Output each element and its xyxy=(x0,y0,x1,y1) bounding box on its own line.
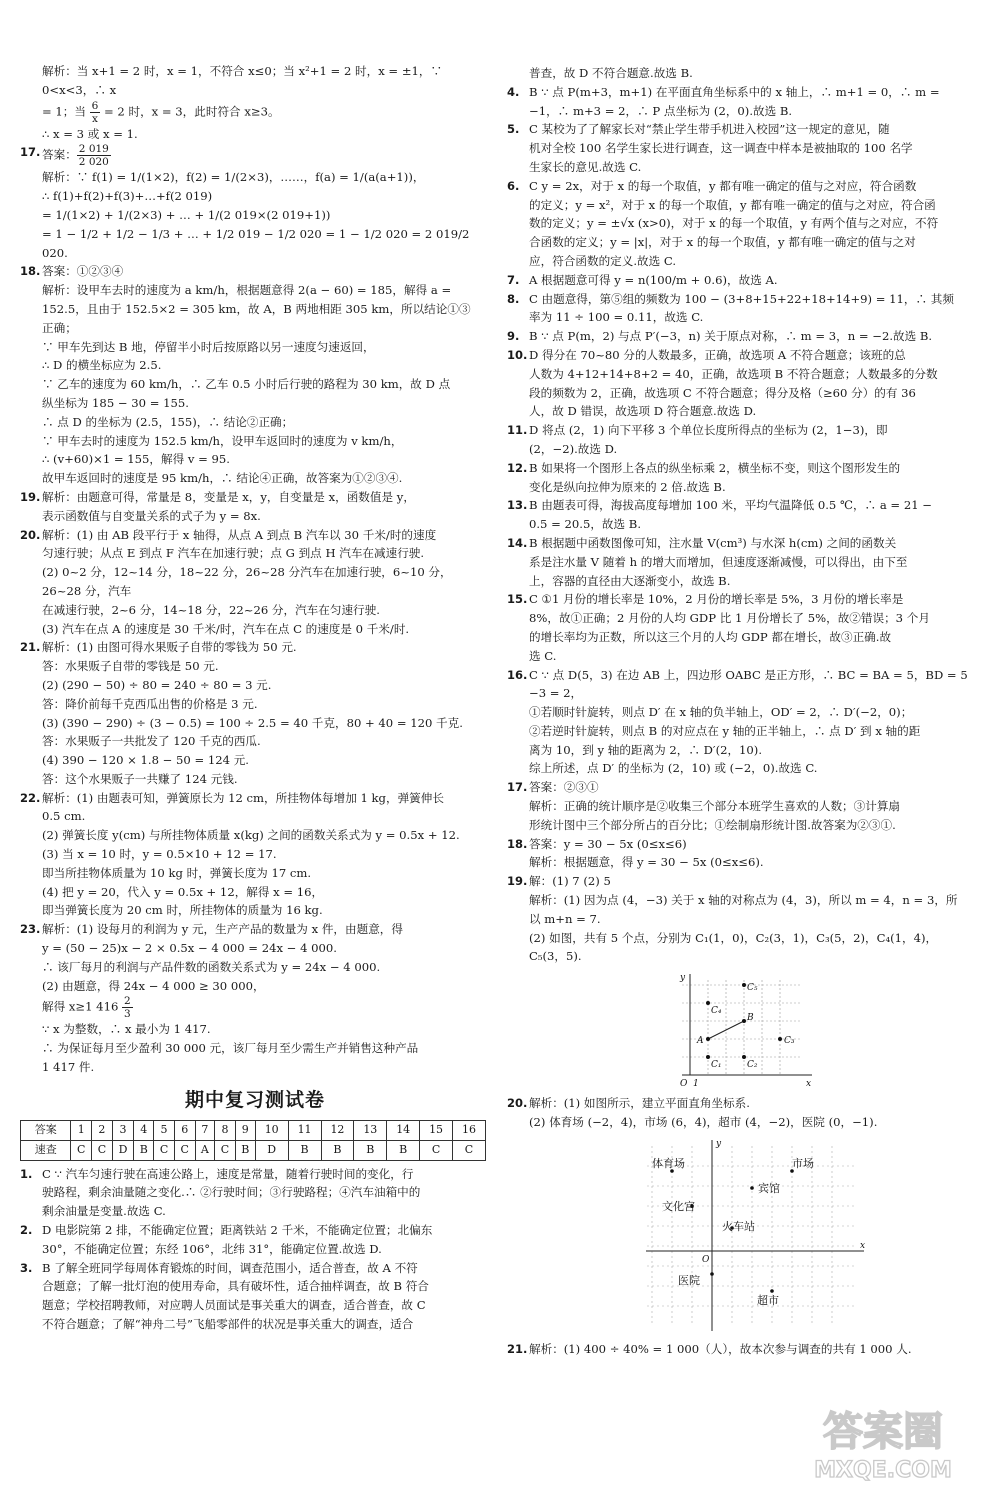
text-line: (3) (390 − 290) ÷ (3 − 0.5) = 100 ÷ 2.5 = 40 千克，80 + 40 = 120 千克. xyxy=(42,715,463,730)
text-line: (2) 弹簧长度 y(cm) 与所挂物体质量 x(kg) 之间的函数关系式为 y = 0.5x + 12. xyxy=(42,828,460,843)
mid-question-12: 12. B 如果将一个图形上各点的纵坐标乘 2，横坐标不变，则这个图形发生的 变化是纵向拉伸为原来的 2 倍.故选 B. xyxy=(507,459,977,497)
text-line: ①若顺时针旋转，则点 D′ 在 x 轴的负半轴上，OD′ = 2，∴ D′(−2，0)； xyxy=(529,705,913,720)
answer-table-row xyxy=(21,1140,486,1160)
table-cell: C xyxy=(92,1140,113,1160)
table-cell: B xyxy=(387,1140,420,1160)
table-cell: C xyxy=(174,1140,195,1160)
text-line: 以 m+n = 7. xyxy=(529,911,601,926)
city-map-diagram xyxy=(642,1136,872,1336)
r21-body xyxy=(529,1340,977,1359)
fig1-label: 1 xyxy=(693,1079,699,1090)
text-line: C₅(3，5). xyxy=(529,949,582,964)
mid-question-6: 6. C y = 2x，对于 x 的每一个取值，y 都有唯一确定的值与之对应，符合函数 的定义；y = x²，对于 x 的每一个取值，y 都有唯一确定的值与之对应，符合函 数的定义；y = ±√x (x>0)，对于 x 的每一个取值，y 有两个值与之对应，不符 合函数的定义；y = |x|，对于 x 的每一个取值，y 都有唯一确定的值与之对 应，符合函数的定义.故选 C. xyxy=(507,177,977,271)
text-line: D 将点 (2，1) 向下平移 3 个单位长度所得点的坐标为 (2，1−3)，即 xyxy=(529,423,888,438)
table-header-cell: 10 xyxy=(255,1120,288,1140)
q21-body xyxy=(42,638,490,788)
text-line: 解：(1) 7 (2) 5 xyxy=(529,874,611,889)
table-cell: C xyxy=(215,1140,236,1160)
text-line: 即当所挂物体质量为 10 kg 时，弹簧长度为 17 cm. xyxy=(42,865,312,880)
text-line: C ①1 月份的增长率是 10%，2 月份的增长率是 5%，3 月份的增长率是 xyxy=(529,592,904,607)
left-column xyxy=(20,62,490,1334)
text-line: ∴ D 的横坐标应为 2.5. xyxy=(42,358,162,373)
r18-body xyxy=(529,835,977,873)
fig1-label: B xyxy=(747,1013,754,1024)
q17-line: = 1/(1×2) + 1/(2×3) + … + 1/(2 019×(2 019+1)) xyxy=(42,207,331,222)
q16-line-3: ∴ x = 3 或 x = 1. xyxy=(42,126,138,141)
question-19: 19. 解析：由题意可得，常量是 8，变量是 x，y，自变量是 x，函数值是 y， 表示函数值与自变量关系的式子为 y = 8x. xyxy=(20,488,490,526)
text-line: 在减速行驶，2~6 分，14~18 分，22~26 分，汽车在匀速行驶. xyxy=(42,602,380,617)
text-line: ∴ 该厂每月的利润与产品件数的函数关系式为 y = 24x − 4 000. xyxy=(42,959,381,974)
text-line: 机对全校 100 名学生家长进行调查，这一调查中样本是被抽取的 100 名学 xyxy=(529,141,913,156)
question-18: 18. 答案：①②③④ 解析：设甲车去时的速度为 a km/h，根据题意得 2(a − 60) = 185，解得 a = 152.5，且由于 152.5×2 = 305 km，故 A，B 两地相距 305 km，所以结论①③ 正确； ∵ 甲车先到达 B 地，停留半小时后按原路以另一速度匀速返回， ∴ D 的横坐标应为 2.5. ∵ 乙车的速度为 60 km/h，∴ 乙车 0.5 小时后行驶的路程为 30 km，故 D 点 纵坐标为 185 − 30 = 155. ∴ 点 D 的坐标为 (2.5，155)，∴ 结论②正确； ∵ 甲车去时的速度为 152.5 km/h，设甲车返回时的速度为 v km/h， ∴ (v+60)×1 = 155，解得 v = 95. 故甲车返回时的速度是 95 km/h，∴ 结论④正确，故答案为①②③④. xyxy=(20,262,490,488)
table-cell: B xyxy=(354,1140,387,1160)
m3-body xyxy=(42,1259,490,1334)
text-line: 匀速行驶；从点 E 到点 F 汽车在加速行驶；点 G 到点 H 汽车在减速行驶. xyxy=(42,546,425,561)
question-21: 21. 解析：(1) 由图可得水果贩子自带的零钱为 50 元. 答：水果贩子自带的零钱是 50 元. (2) (290 − 50) ÷ 80 = 240 ÷ 80 = 3 元. 答：降价前每千克西瓜出售的价格是 3 元. (3) (390 − 290) ÷ (3 − 0.5) = 100 ÷ 2.5 = 40 千克，80 + 40 = 120 千克. 答：水果贩子一共批发了 120 千克的西瓜. (4) 390 − 120 × 1.8 − 50 = 124 元. 答：这个水果贩子一共赚了 124 元钱. xyxy=(20,638,490,788)
fig1-label: C₄ xyxy=(711,1006,722,1017)
table-cell: B xyxy=(288,1140,321,1160)
r5-body xyxy=(529,120,977,176)
text-line: C 由题意得，第⑤组的频数为 100 − (3+8+15+22+18+14+9) = 11，∴ 其频 xyxy=(529,291,954,306)
answer-table-header xyxy=(21,1120,486,1140)
text-line: 解析：(1) 由题表可知，弹簧原长为 12 cm，所挂物体每增加 1 kg，弹簧伸长 xyxy=(42,790,444,805)
text-line: 答案：①②③④ xyxy=(42,264,124,279)
fig1-label: C₂ xyxy=(747,1060,758,1071)
text-line: 30°，不能确定位置；东经 106°，北纬 31°，能确定位置.故选 D. xyxy=(42,1241,382,1256)
mid-question-21: 21. 解析：(1) 400 ÷ 40% = 1 000（人），故本次参与调查的共有 1 000 人. xyxy=(507,1340,977,1359)
map-y-axis: y xyxy=(716,1138,722,1149)
mid-question-9: 9. B ∵ 点 P(m，2) 与点 P′(−3，n) 关于原点对称，∴ m = 3，n = −2.故选 B. xyxy=(507,327,977,346)
text-line: 答案：y = 30 − 5x (0≤x≤6) xyxy=(529,836,687,851)
r17-body xyxy=(529,778,977,834)
table-header-cell: 14 xyxy=(387,1120,420,1140)
table-cell: B xyxy=(134,1140,154,1160)
text-line: ∵ 乙车的速度为 60 km/h，∴ 乙车 0.5 小时后行驶的路程为 30 km，故 D 点 xyxy=(42,377,451,392)
map-label-supermarket: 超市 xyxy=(757,1293,779,1307)
text-line: 应，符合函数的定义.故选 C. xyxy=(529,253,677,268)
text-line: 人数为 4+12+14+8+2 = 40，正确，故选项 B 不符合题意；人数最多的分数 xyxy=(529,366,938,381)
map-label-stadium: 体育场 xyxy=(652,1156,685,1170)
text-line: 离为 10，到 y 轴的距离为 2，∴ D′(2，10). xyxy=(529,742,763,757)
text-line: 驶路程，剩余油量随之变化.∴ ②行驶时间；③行驶路程；④汽车油箱中的 xyxy=(42,1185,421,1200)
text-line: 解析：(1) 设每月的利润为 y 元，生产产品的数量为 x 件，由题意，得 xyxy=(42,922,403,937)
text-line: B 了解全班同学每周体育锻炼的时间，调查范围小，适合普查，故 A 不符 xyxy=(42,1260,418,1275)
table-header-cell: 2 xyxy=(92,1120,113,1140)
text-line: 合题意；了解一批灯泡的使用寿命，具有破坏性，适合抽样调查，故 B 符合 xyxy=(42,1279,429,1294)
fig1-label: y xyxy=(680,973,686,984)
q16-line-2: = 1；当 $\frac{6}{x}$ = 2 时，x = 3，此时符合 x≥3。 xyxy=(42,99,280,125)
table-header-cell: 5 xyxy=(154,1120,175,1140)
r11-body xyxy=(529,421,977,459)
text-line: 选 C. xyxy=(529,648,557,663)
text-line: 段的频数为 2，正确，故选项 C 不符合题意；得分及格（≥60 分）的有 36 xyxy=(529,385,916,400)
map-origin: O xyxy=(702,1254,710,1265)
text-line: ②若逆时针旋转，则点 B 的对应点在 y 轴的正半轴上，∴ 点 D′ 到 x 轴的距 xyxy=(529,723,921,738)
table-cell: C xyxy=(453,1140,486,1160)
r16-body xyxy=(529,666,977,779)
text-line: 故甲车返回时的速度是 95 km/h，∴ 结论④正确，故答案为①②③④. xyxy=(42,471,403,486)
text-line: ∴ 为保证每月至少盈利 30 000 元，该厂每月至少需生产并销售这种产品 xyxy=(42,1041,419,1056)
mid-question-13: 13. B 由题表可得，海拔高度每增加 100 米，平均气温降低 0.5 ℃，∴ a = 21 − 0.5 = 20.5，故选 B. xyxy=(507,496,977,534)
table-cell: C xyxy=(420,1140,453,1160)
table-header-cell: 3 xyxy=(112,1120,134,1140)
text-line: 正确； xyxy=(42,320,77,335)
mid-question-15: 15. C ①1 月份的增长率是 10%，2 月份的增长率是 5%，3 月份的增长率是 8%，故①正确；2 月份的人均 GDP 比 1 月份增长了 5%，故②错误；3 个月 的增长率均为正数，所以这三个月的人均 GDP 都在增长，故③正确.故 选 C. xyxy=(507,590,977,665)
m2-body xyxy=(42,1221,490,1259)
text-line: 解析：(1) 因为点 (4，−3) 关于 x 轴的对称点为 (4，3)，所以 m = 4，n = 3，所 xyxy=(529,893,958,908)
text-line: (3) 当 x = 10 时，y = 0.5×10 + 12 = 17. xyxy=(42,847,277,862)
text-line: B ∵ 点 P(m，2) 与点 P′(−3，n) 关于原点对称，∴ m = 3，n = −2.故选 B. xyxy=(529,329,933,344)
table-header-cell: 1 xyxy=(71,1120,92,1140)
right-column xyxy=(507,64,977,1359)
mid-question-5: 5. C 某校为了了解家长对“禁止学生带手机进入校园”这一规定的意见，随 机对全校 100 名学生家长进行调查，这一调查中样本是被抽取的 100 名学 生家长的意见.故选 C. xyxy=(507,120,977,176)
text-line: 普查，故 D 不符合题意.故选 B. xyxy=(529,66,693,80)
text-line: 的定义；y = x²，对于 x 的每一个取值，y 都有唯一确定的值与之对应，符合函 xyxy=(529,197,936,212)
text-line: (4) 把 y = 20，代入 y = 0.5x + 12，解得 x = 16， xyxy=(42,884,324,899)
text-line: B 如果将一个图形上各点的纵坐标乘 2，横坐标不变，则这个图形发生的 xyxy=(529,460,901,475)
r6-body xyxy=(529,177,977,271)
text-line: 不符合题意；了解“神舟二号”飞船零部件的状况是事关重大的调查，适合 xyxy=(42,1317,414,1332)
q20-body xyxy=(42,526,490,639)
table-header-cell: 7 xyxy=(195,1120,215,1140)
table-cell: D xyxy=(112,1140,134,1160)
map-label-hospital: 医院 xyxy=(678,1273,700,1287)
text-line: D 得分在 70~80 分的人数最多，正确，故选项 A 不符合题意；该班的总 xyxy=(529,347,906,362)
fig1-label: C₁ xyxy=(711,1060,722,1071)
r10-body xyxy=(529,346,977,421)
text-line: 解析：(1) 如图所示，建立平面直角坐标系. xyxy=(529,1096,750,1111)
map-label-culture-palace: 文化宫 xyxy=(662,1199,695,1213)
text-line: 的增长率均为正数，所以这三个月的人均 GDP 都在增长，故③正确.故 xyxy=(529,629,892,644)
mid-question-8: 8. C 由题意得，第⑤组的频数为 100 − (3+8+15+22+18+14+9) = 11，∴ 其频 率为 11 ÷ 100 = 0.11，故选 C. xyxy=(507,290,977,328)
text-line: 0.5 = 20.5，故选 B. xyxy=(529,517,642,532)
q17-answer: 答案： $\frac{2 019}{2 020}$ xyxy=(42,143,109,169)
r13-body xyxy=(529,496,977,534)
text-line: −1，∴ m+3 = 2，∴ P 点坐标为 (2，0).故选 B. xyxy=(529,103,793,118)
table-cell: C xyxy=(71,1140,92,1160)
fig1-label: C₅ xyxy=(747,983,758,994)
mid-question-14: 14. B 根据题中函数图像可知，注水量 V(cm³) 与水深 h(cm) 之间的函数关 系是注水量 V 随着 h 的增大而增加，但速度逐渐减慢，可以得出，由下至 上，容器的直径由大逐渐变小，故选 B. xyxy=(507,534,977,590)
mid-question-10: 10. D 得分在 70~80 分的人数最多，正确，故选项 A 不符合题意；该班的总 人数为 4+12+14+8+2 = 40，正确，故选项 B 不符合题意；人数最多的分数 段的频数为 2，正确，故选项 C 不符合题意；得分及格（≥60 分）的有 36 人，故 D 错误，故选项 D 符合题意.故选 D. xyxy=(507,346,977,421)
mid-question-3: 3. B 了解全班同学每周体育锻炼的时间，调查范围小，适合普查，故 A 不符 合题意；了解一批灯泡的使用寿命，具有破坏性，适合抽样调查，故 B 符合 题意；学校招聘教师，对应聘人员面试是事关重大的调查，适合普查，故 C 不符合题意；了解“神舟二号”飞船零部件的状况是事关重大的调查，适合 xyxy=(20,1259,490,1334)
text-line: 1 417 件. xyxy=(42,1060,95,1075)
figure-city-map xyxy=(642,1136,977,1336)
text-line: 系是注水量 V 随着 h 的增大而增加，但速度逐渐减慢，可以得出，由下至 xyxy=(529,554,908,569)
text-line: (3) 汽车在点 A 的速度是 30 千米/时，汽车在点 C 的速度是 0 千米/时. xyxy=(42,621,410,636)
table-cell: B xyxy=(235,1140,255,1160)
r19-body xyxy=(529,872,977,966)
text-line: B ∵ 点 P(m+3，m+1) 在平面直角坐标系中的 x 轴上，∴ m+1 = 0，∴ m = xyxy=(529,84,940,99)
mid-question-7: 7. A 根据题意可得 y = n(100/m + 0.6)，故选 A. xyxy=(507,271,977,290)
text-line: 答：降价前每千克西瓜出售的价格是 3 元. xyxy=(42,696,258,711)
fig1-label: C₃ xyxy=(784,1036,795,1047)
text-line: (2) 如图，共有 5 个点，分别为 C₁(1，0)，C₂(3，1)，C₃(5，2)，C₄(1，4)， xyxy=(529,930,938,945)
text-line: 纵坐标为 185 − 30 = 155. xyxy=(42,395,189,410)
question-17: 17. 答案： $\frac{2 019}{2 020}$ 解析：∵ f(1) = 1/(1×2)，f(2) = 1/(2×3)，……，f(a) = 1/(a(a+1))， ∴ f(1)+f(2)+f(3)+…+f(2 019) = 1/(1×2) + 1/(2×3) + … + 1/(2 019×(2 019+1)) = 1 − 1/2 + 1/2 − 1/3 + … + 1/2 019 − 1/2 020 = 1 − 1/2 020 = 2 019/2 020. xyxy=(20,143,490,262)
answer-table xyxy=(20,1120,486,1161)
mid-question-4: 4. B ∵ 点 P(m+3，m+1) 在平面直角坐标系中的 x 轴上，∴ m+1 = 0，∴ m = −1，∴ m+3 = 2，∴ P 点坐标为 (2，0).故选 B. xyxy=(507,83,977,121)
r14-body xyxy=(529,534,977,590)
table-header-cell: 答案 xyxy=(21,1120,71,1140)
text-line: C 某校为了了解家长对“禁止学生带手机进入校园”这一规定的意见，随 xyxy=(529,122,890,137)
map-label-hotel: 宾馆 xyxy=(758,1181,780,1195)
text-line: (2) (290 − 50) ÷ 80 = 240 ÷ 80 = 3 元. xyxy=(42,677,272,692)
mid-question-19: 19. 解：(1) 7 (2) 5 解析：(1) 因为点 (4，−3) 关于 x 轴的对称点为 (4，3)，所以 m = 4，n = 3，所 以 m+n = 7. (2) 如图，共有 5 个点，分别为 C₁(1，0)，C₂(3，1)，C₃(5，2)，C₄(1，4)， C₅(3，5). xyxy=(507,872,977,966)
text-line: 题意；学校招聘教师，对应聘人员面试是事关重大的调查，适合普查，故 C xyxy=(42,1298,426,1313)
text-line: ∵ 甲车先到达 B 地，停留半小时后按原路以另一速度匀速返回， xyxy=(42,339,375,354)
table-cell: C xyxy=(154,1140,175,1160)
mid-question-20: 20. 解析：(1) 如图所示，建立平面直角坐标系. (2) 体育场 (−2，4)，市场 (6，4)，超市 (4，−2)，医院 (0，−1). xyxy=(507,1094,977,1132)
text-line: 答案：②③① xyxy=(529,780,599,795)
text-line: (2) 由题意，得 24x − 4 000 ≥ 30 000， xyxy=(42,978,265,993)
q16-fraction: $\frac{6}{x}$ xyxy=(91,99,99,125)
question-20: 20. 解析：(1) 由 AB 段平行于 x 轴得，从点 A 到点 B 汽车以 30 千米/时的速度 匀速行驶；从点 E 到点 F 汽车在加速行驶；点 G 到点 H 汽车在减速行驶. (2) 0~2 分，12~14 分，18~22 分，26~28 分汽车在加速行驶，6~10 分，26~28 分，汽车 在减速行驶，2~6 分，14~18 分，22~26 分，汽车在匀速行驶. (3) 汽车在点 A 的速度是 30 千米/时，汽车在点 C 的速度是 0 千米/时. xyxy=(20,526,490,639)
text-line: (4) 390 − 120 × 1.8 − 50 = 124 元. xyxy=(42,753,249,768)
text-line: 人，故 D 错误，故选项 D 符合题意.故选 D. xyxy=(529,404,757,419)
grid-points-diagram xyxy=(672,970,822,1090)
table-cell: B xyxy=(321,1140,354,1160)
text-line: (2，−2).故选 D. xyxy=(529,441,618,456)
text-line: 8%，故①正确；2 月份的人均 GDP 比 1 月份增长了 5%，故②错误；3 个月 xyxy=(529,611,930,626)
m1-body xyxy=(42,1165,490,1221)
text-line: 解析：正确的统计顺序是②收集三个部分本班学生喜欢的人数；③计算扇 xyxy=(529,799,901,814)
text-line: 解析：设甲车去时的速度为 a km/h，根据题意得 2(a − 60) = 185，解得 a = xyxy=(42,283,452,298)
q17-line: 解析：∵ f(1) = 1/(1×2)，f(2) = 1/(2×3)，……，f(a) = 1/(a(a+1))， xyxy=(42,170,425,185)
text-line: (2) 体育场 (−2，4)，市场 (6，4)，超市 (4，−2)，医院 (0，−1). xyxy=(529,1115,878,1130)
text-line: y = (50 − 25)x − 2 × 0.5x − 4 000 = 24x − 4 000. xyxy=(42,941,337,956)
figure-grid-points xyxy=(672,970,977,1090)
text-line: C y = 2x，对于 x 的每一个取值，y 都有唯一确定的值与之对应，符合函数 xyxy=(529,178,917,193)
text-line: C ∵ 点 D(5，3) 在边 AB 上，四边形 OABC 是正方形，∴ BC = BA = 5，BD = 5 xyxy=(529,667,968,682)
text-line: 合函数的定义；y = |x|，对于 x 的每一个取值，y 都有唯一确定的值与之对 xyxy=(529,235,916,250)
table-header-cell: 13 xyxy=(354,1120,387,1140)
fig1-label: O xyxy=(680,1079,688,1090)
text-line: 数的定义；y = ±√x (x>0)，对于 x 的每一个取值，y 有两个值与之对应，不符 xyxy=(529,216,939,231)
section-title: 期中复习测试卷 xyxy=(184,1088,325,1111)
text-line: 152.5，且由于 152.5×2 = 305 km，故 A，B 两地相距 305 km，所以结论①③ xyxy=(42,301,471,316)
mid-question-3-cont xyxy=(507,64,977,83)
mid-question-18: 18. 答案：y = 30 − 5x (0≤x≤6) 解析：根据题意，得 y = 30 − 5x (0≤x≤6). xyxy=(507,835,977,873)
watermark-logo xyxy=(788,1397,978,1483)
mid-question-11: 11. D 将点 (2，1) 向下平移 3 个单位长度所得点的坐标为 (2，1−3)，即 (2，−2).故选 D. xyxy=(507,421,977,459)
r9-body xyxy=(529,327,977,346)
text-line: ∵ 甲车去时的速度为 152.5 km/h，设甲车返回时的速度为 v km/h， xyxy=(42,433,403,448)
text-line: (2) 0~2 分，12~14 分，18~22 分，26~28 分汽车在加速行驶，6~10 分，26~28 分，汽车 xyxy=(42,565,452,598)
mid-question-16: 16. C ∵ 点 D(5，3) 在边 AB 上，四边形 OABC 是正方形，∴ BC = BA = 5，BD = 5 −3 = 2， ①若顺时针旋转，则点 D′ 在 x 轴的负半轴上，OD′ = 2，∴ D′(−2，0)； ②若逆时针旋转，则点 B 的对应点在 y 轴的正半轴上，∴ 点 D′ 到 x 轴的距 离为 10，到 y 轴的距离为 2，∴ D′(2，10). 综上所述，点 D′ 的坐标为 (2，10) 或 (−2，0).故选 C. xyxy=(507,666,977,779)
table-header-cell: 4 xyxy=(134,1120,154,1140)
r8-body xyxy=(529,290,977,328)
table-cell: D xyxy=(255,1140,288,1160)
r7-body: A 根据题意可得 y = n(100/m + 0.6)，故选 A. xyxy=(529,272,778,287)
text-line: 即当弹簧长度为 20 cm 时，所挂物体的质量为 16 kg. xyxy=(42,903,323,918)
text-line: 解析：根据题意，得 y = 30 − 5x (0≤x≤6). xyxy=(529,855,764,870)
map-label-market: 市场 xyxy=(792,1156,814,1170)
q18-body xyxy=(42,262,490,488)
table-cell: 速查 xyxy=(21,1140,71,1160)
text-line: 综上所述，点 D′ 的坐标为 (2，10) 或 (−2，0).故选 C. xyxy=(529,761,818,776)
text-line: 解析：(1) 由图可得水果贩子自带的零钱为 50 元. xyxy=(42,640,297,655)
text-line: 变化是纵向拉伸为原来的 2 倍.故选 B. xyxy=(529,479,726,494)
text-line: 答：这个水果贩子一共赚了 124 元钱. xyxy=(42,771,238,786)
text-line: 解析：(1) 由 AB 段平行于 x 轴得，从点 A 到点 B 汽车以 30 千米/时的速度 xyxy=(42,527,437,542)
q19-body xyxy=(42,488,490,526)
q16-line-1: 解析：当 x+1 = 2 时，x = 1，不符合 x≤0；当 x²+1 = 2 时，x = ±1，∵ 0<x<3，∴ x xyxy=(42,64,443,97)
mid-question-1: 1. C ∵ 汽车匀速行驶在高速公路上，速度是常量，随着行驶时间的变化，行 驶路程，剩余油量随之变化.∴ ②行驶时间；③行驶路程；④汽车油箱中的 剩余油量是变量.故选 C. xyxy=(20,1165,490,1221)
table-header-cell: 6 xyxy=(174,1120,195,1140)
table-header-cell: 9 xyxy=(235,1120,255,1140)
fig1-label: A xyxy=(697,1036,704,1047)
svg-text:答案圈: 答案圈 xyxy=(823,1409,943,1455)
q23-solve: 解得 x≥1 416 $\frac{2}{3}$ xyxy=(42,995,131,1021)
table-header-cell: 8 xyxy=(215,1120,236,1140)
svg-text:MXQE.COM: MXQE.COM xyxy=(814,1458,952,1483)
q23-body-2 xyxy=(42,1020,490,1076)
q22-body xyxy=(42,789,490,921)
r4-body xyxy=(529,83,977,121)
q23-body xyxy=(42,920,490,995)
q17-line: = 1 − 1/2 + 1/2 − 1/3 + … + 1/2 019 − 1/2 020 = 1 − 1/2 020 = 2 019/2 020. xyxy=(42,226,470,260)
question-22: 22. 解析：(1) 由题表可知，弹簧原长为 12 cm，所挂物体每增加 1 kg，弹簧伸长 0.5 cm. (2) 弹簧长度 y(cm) 与所挂物体质量 x(kg) 之间的函数关系式为 y = 0.5x + 12. (3) 当 x = 10 时，y = 0.5×10 + 12 = 17. 即当所挂物体质量为 10 kg 时，弹簧长度为 17 cm. (4) 把 y = 20，代入 y = 0.5x + 12，解得 x = 16， 即当弹簧长度为 20 cm 时，所挂物体的质量为 16 kg. xyxy=(20,789,490,921)
text-line: ∴ (v+60)×1 = 155，解得 v = 95. xyxy=(42,452,230,467)
table-header-cell: 16 xyxy=(453,1120,486,1140)
r20-body xyxy=(529,1094,977,1132)
text-line: −3 = 2， xyxy=(529,686,583,701)
text-line: ∴ 点 D 的坐标为 (2.5，155)，∴ 结论②正确； xyxy=(42,414,294,429)
table-header-cell: 11 xyxy=(288,1120,321,1140)
map-label-train-station: 火车站 xyxy=(722,1219,755,1233)
text-line: 上，容器的直径由大逐渐变小，故选 B. xyxy=(529,573,731,588)
text-line: B 由题表可得，海拔高度每增加 100 米，平均气温降低 0.5 ℃，∴ a = 21 − xyxy=(529,498,932,513)
question-23: 23. 解析：(1) 设每月的利润为 y 元，生产产品的数量为 x 件，由题意，得 y = (50 − 25)x − 2 × 0.5x − 4 000 = 24x − 4 000. ∴ 该厂每月的利润与产品件数的函数关系式为 y = 24x − 4 000. (2) 由题意，得 24x − 4 000 ≥ 30 000， 解得 x≥1 416 $\frac{2}{3}$ ∵ x 为整数，∴ x 最小为 1 417. ∴ 为保证每月至少盈利 30 000 元，该厂每月至少需生产并销售这种产品 1 417 件. xyxy=(20,920,490,1077)
text-line: 答：水果贩子一共批发了 120 千克的西瓜. xyxy=(42,734,261,749)
text-line: B 根据题中函数图像可知，注水量 V(cm³) 与水深 h(cm) 之间的函数关 xyxy=(529,535,897,550)
r12-body xyxy=(529,459,977,497)
text-line: 答：水果贩子自带的零钱是 50 元. xyxy=(42,659,219,674)
text-line: D 电影院第 2 排，不能确定位置；距离铁站 2 千米，不能确定位置；北偏东 xyxy=(42,1223,433,1238)
text-line: 表示函数值与自变量关系的式子为 y = 8x. xyxy=(42,508,261,523)
r3-body xyxy=(529,64,977,83)
q17-line: ∴ f(1)+f(2)+f(3)+…+f(2 019) xyxy=(42,189,213,204)
text-line: 率为 11 ÷ 100 = 0.11，故选 C. xyxy=(529,310,704,325)
text-line: 形统计图中三个部分所占的百分比；①绘制扇形统计图.故答案为②③①. xyxy=(529,817,896,832)
text-line: 解析：由题意可得，常量是 8，变量是 x，y，自变量是 x，函数值是 y， xyxy=(42,489,415,504)
mid-question-17: 17. 答案：②③① 解析：正确的统计顺序是②收集三个部分本班学生喜欢的人数；③计算扇 形统计图中三个部分所占的百分比；①绘制扇形统计图.故答案为②③①. xyxy=(507,778,977,834)
text-line: 剩余油量是变量.故选 C. xyxy=(42,1204,166,1219)
table-header-cell: 15 xyxy=(420,1120,453,1140)
fig1-label: x xyxy=(806,1079,812,1090)
table-cell: A xyxy=(195,1140,215,1160)
text-line: 解析：(1) 400 ÷ 40% = 1 000（人），故本次参与调查的共有 1 000 人. xyxy=(529,1341,912,1356)
table-header-cell: 12 xyxy=(321,1120,354,1140)
text-line: 生家长的意见.故选 C. xyxy=(529,159,642,174)
text-line: 0.5 cm. xyxy=(42,809,86,824)
text-line: ∵ x 为整数，∴ x 最小为 1 417. xyxy=(42,1022,211,1037)
text-line: C ∵ 汽车匀速行驶在高速公路上，速度是常量，随着行驶时间的变化，行 xyxy=(42,1166,414,1181)
r15-body xyxy=(529,590,977,665)
mid-question-2: 2. D 电影院第 2 排，不能确定位置；距离铁站 2 千米，不能确定位置；北偏东 30°，不能确定位置；东经 106°，北纬 31°，能确定位置.故选 D. xyxy=(20,1221,490,1259)
map-x-axis: x xyxy=(860,1240,866,1251)
